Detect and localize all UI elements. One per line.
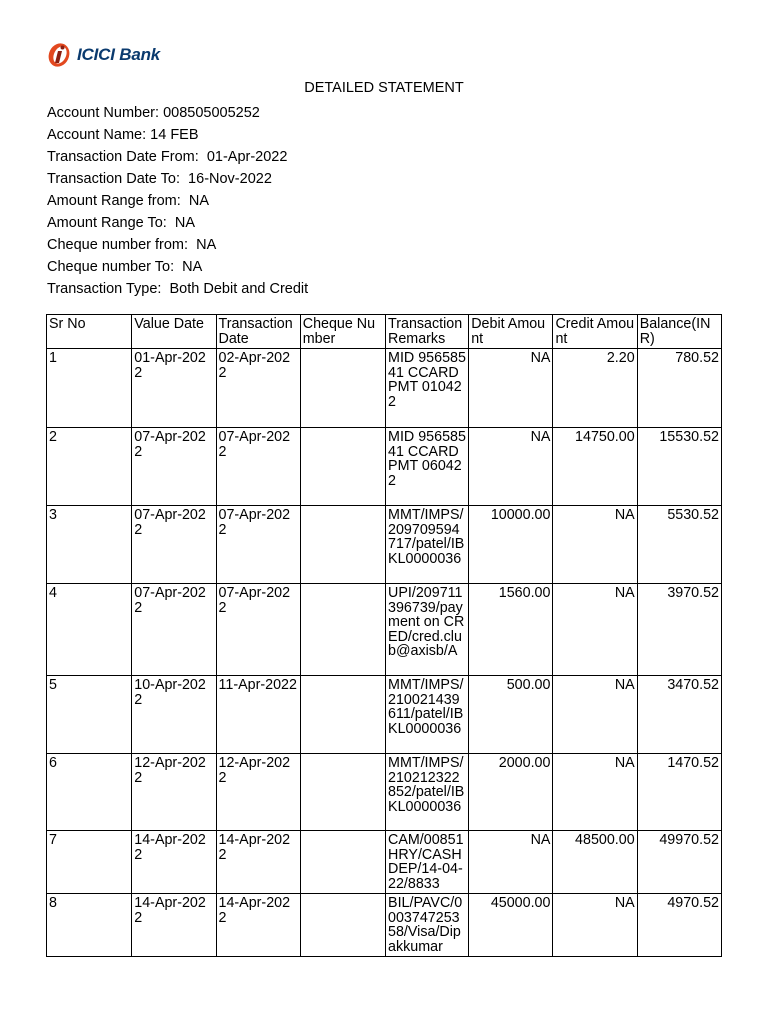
table-row xyxy=(47,506,722,584)
cell-transaction-date: 07-Apr-2022 xyxy=(216,506,300,584)
cell-debit-amount: 45000.00 xyxy=(469,894,553,957)
cell-transaction-date: 11-Apr-2022 xyxy=(216,676,300,754)
table-row xyxy=(47,349,722,428)
cell-sr-no: 7 xyxy=(47,831,132,894)
cell-transaction-date: 07-Apr-2022 xyxy=(216,428,300,506)
date-to-line xyxy=(47,168,308,190)
cell-transaction-date: 12-Apr-2022 xyxy=(216,754,300,831)
cell-debit-amount: 1560.00 xyxy=(469,584,553,676)
cell-credit-amount: NA xyxy=(553,584,637,676)
cell-value-date: 10-Apr-2022 xyxy=(132,676,216,754)
cell-transaction-remarks: MID 95658541 CCARD PMT 010422 xyxy=(386,349,469,428)
meta-label: Cheque number To: xyxy=(47,259,175,275)
amount-to-line xyxy=(47,212,308,234)
meta-value: Both Debit and Credit xyxy=(165,281,309,297)
meta-value: 14 FEB xyxy=(150,127,199,143)
table-row xyxy=(47,894,722,957)
cell-balance: 780.52 xyxy=(637,349,721,428)
cell-balance: 49970.52 xyxy=(637,831,721,894)
account-number-line xyxy=(47,102,308,124)
bank-name: ICICI Bank xyxy=(77,45,161,64)
cell-value-date: 12-Apr-2022 xyxy=(132,754,216,831)
meta-label: Transaction Date From: xyxy=(47,149,199,165)
cell-debit-amount: 500.00 xyxy=(469,676,553,754)
meta-label: Account Number: xyxy=(47,105,160,121)
cell-transaction-remarks: MID 95658541 CCARD PMT 060422 xyxy=(386,428,469,506)
cell-transaction-remarks: MMT/IMPS/210212322852/patel/IBKL0000036 xyxy=(386,754,469,831)
cell-cheque-number xyxy=(300,584,385,676)
cell-sr-no: 2 xyxy=(47,428,132,506)
cell-credit-amount: 2.20 xyxy=(553,349,637,428)
cell-debit-amount: 2000.00 xyxy=(469,754,553,831)
transactions-table xyxy=(46,314,722,957)
cell-credit-amount: NA xyxy=(553,754,637,831)
date-from-line xyxy=(47,146,308,168)
cell-credit-amount: NA xyxy=(553,894,637,957)
cell-value-date: 07-Apr-2022 xyxy=(132,506,216,584)
meta-value: NA xyxy=(178,259,203,275)
cell-debit-amount: NA xyxy=(469,349,553,428)
transactions-body xyxy=(47,349,722,957)
cell-cheque-number xyxy=(300,754,385,831)
table-row xyxy=(47,676,722,754)
meta-value: 16-Nov-2022 xyxy=(184,171,272,187)
cell-cheque-number xyxy=(300,506,385,584)
meta-label: Cheque number from: xyxy=(47,237,189,253)
cell-transaction-remarks: MMT/IMPS/209709594717/patel/IBKL0000036 xyxy=(386,506,469,584)
header-debit-amount: Debit Amount xyxy=(469,315,553,349)
header-balance: Balance(INR) xyxy=(637,315,721,349)
cell-sr-no: 4 xyxy=(47,584,132,676)
header-credit-amount: Credit Amount xyxy=(553,315,637,349)
cell-balance: 15530.52 xyxy=(637,428,721,506)
cell-transaction-date: 07-Apr-2022 xyxy=(216,584,300,676)
cell-value-date: 14-Apr-2022 xyxy=(132,894,216,957)
header-sr-no: Sr No xyxy=(47,315,132,349)
cell-cheque-number xyxy=(300,428,385,506)
cell-balance: 3470.52 xyxy=(637,676,721,754)
amount-from-line xyxy=(47,190,308,212)
cell-credit-amount: NA xyxy=(553,676,637,754)
meta-value: 008505005252 xyxy=(163,105,260,121)
cell-transaction-remarks: BIL/PAVC/000374725358/Visa/Dipakkumar xyxy=(386,894,469,957)
cell-sr-no: 5 xyxy=(47,676,132,754)
cell-transaction-date: 02-Apr-2022 xyxy=(216,349,300,428)
cell-value-date: 07-Apr-2022 xyxy=(132,428,216,506)
transaction-type-line xyxy=(47,278,308,300)
cell-value-date: 14-Apr-2022 xyxy=(132,831,216,894)
table-row xyxy=(47,831,722,894)
cell-debit-amount: NA xyxy=(469,428,553,506)
cheque-from-line xyxy=(47,234,308,256)
cell-debit-amount: 10000.00 xyxy=(469,506,553,584)
table-row xyxy=(47,584,722,676)
table-row xyxy=(47,428,722,506)
cell-sr-no: 8 xyxy=(47,894,132,957)
cell-transaction-remarks: UPI/209711396739/payment on CRED/cred.club@axisb/A xyxy=(386,584,469,676)
cell-sr-no: 3 xyxy=(47,506,132,584)
cell-value-date: 01-Apr-2022 xyxy=(132,349,216,428)
cell-sr-no: 1 xyxy=(47,349,132,428)
header-transaction-remarks: Transaction Remarks xyxy=(386,315,469,349)
cell-transaction-remarks: CAM/00851HRY/CASH DEP/14-04-22/8833 xyxy=(386,831,469,894)
cell-balance: 5530.52 xyxy=(637,506,721,584)
cell-credit-amount: 48500.00 xyxy=(553,831,637,894)
header-cheque-number: Cheque Number xyxy=(300,315,385,349)
meta-value: NA xyxy=(192,237,217,253)
meta-value: 01-Apr-2022 xyxy=(202,149,288,165)
cell-credit-amount: NA xyxy=(553,506,637,584)
header-value-date: Value Date xyxy=(132,315,216,349)
meta-label: Transaction Type: xyxy=(47,281,162,297)
cell-sr-no: 6 xyxy=(47,754,132,831)
cell-transaction-date: 14-Apr-2022 xyxy=(216,894,300,957)
table-header-row xyxy=(47,315,722,349)
cell-transaction-remarks: MMT/IMPS/210021439611/patel/IBKL0000036 xyxy=(386,676,469,754)
cell-value-date: 07-Apr-2022 xyxy=(132,584,216,676)
cell-cheque-number xyxy=(300,894,385,957)
table-row xyxy=(47,754,722,831)
cell-cheque-number xyxy=(300,349,385,428)
account-details xyxy=(47,102,308,300)
cell-debit-amount: NA xyxy=(469,831,553,894)
meta-label: Amount Range To: xyxy=(47,215,167,231)
meta-label: Account Name: xyxy=(47,127,147,143)
meta-value: NA xyxy=(170,215,196,231)
header-transaction-date: Transaction Date xyxy=(216,315,300,349)
meta-label: Transaction Date To: xyxy=(47,171,180,187)
cell-balance: 4970.52 xyxy=(637,894,721,957)
icici-logo-icon xyxy=(46,42,74,68)
cheque-to-line xyxy=(47,256,308,278)
cell-credit-amount: 14750.00 xyxy=(553,428,637,506)
cell-balance: 1470.52 xyxy=(637,754,721,831)
meta-label: Amount Range from: xyxy=(47,193,181,209)
statement-title: DETAILED STATEMENT xyxy=(304,80,464,96)
account-name-line xyxy=(47,124,308,146)
bank-logo xyxy=(46,42,160,68)
cell-balance: 3970.52 xyxy=(637,584,721,676)
cell-cheque-number xyxy=(300,831,385,894)
cell-cheque-number xyxy=(300,676,385,754)
cell-transaction-date: 14-Apr-2022 xyxy=(216,831,300,894)
meta-value: NA xyxy=(184,193,209,209)
